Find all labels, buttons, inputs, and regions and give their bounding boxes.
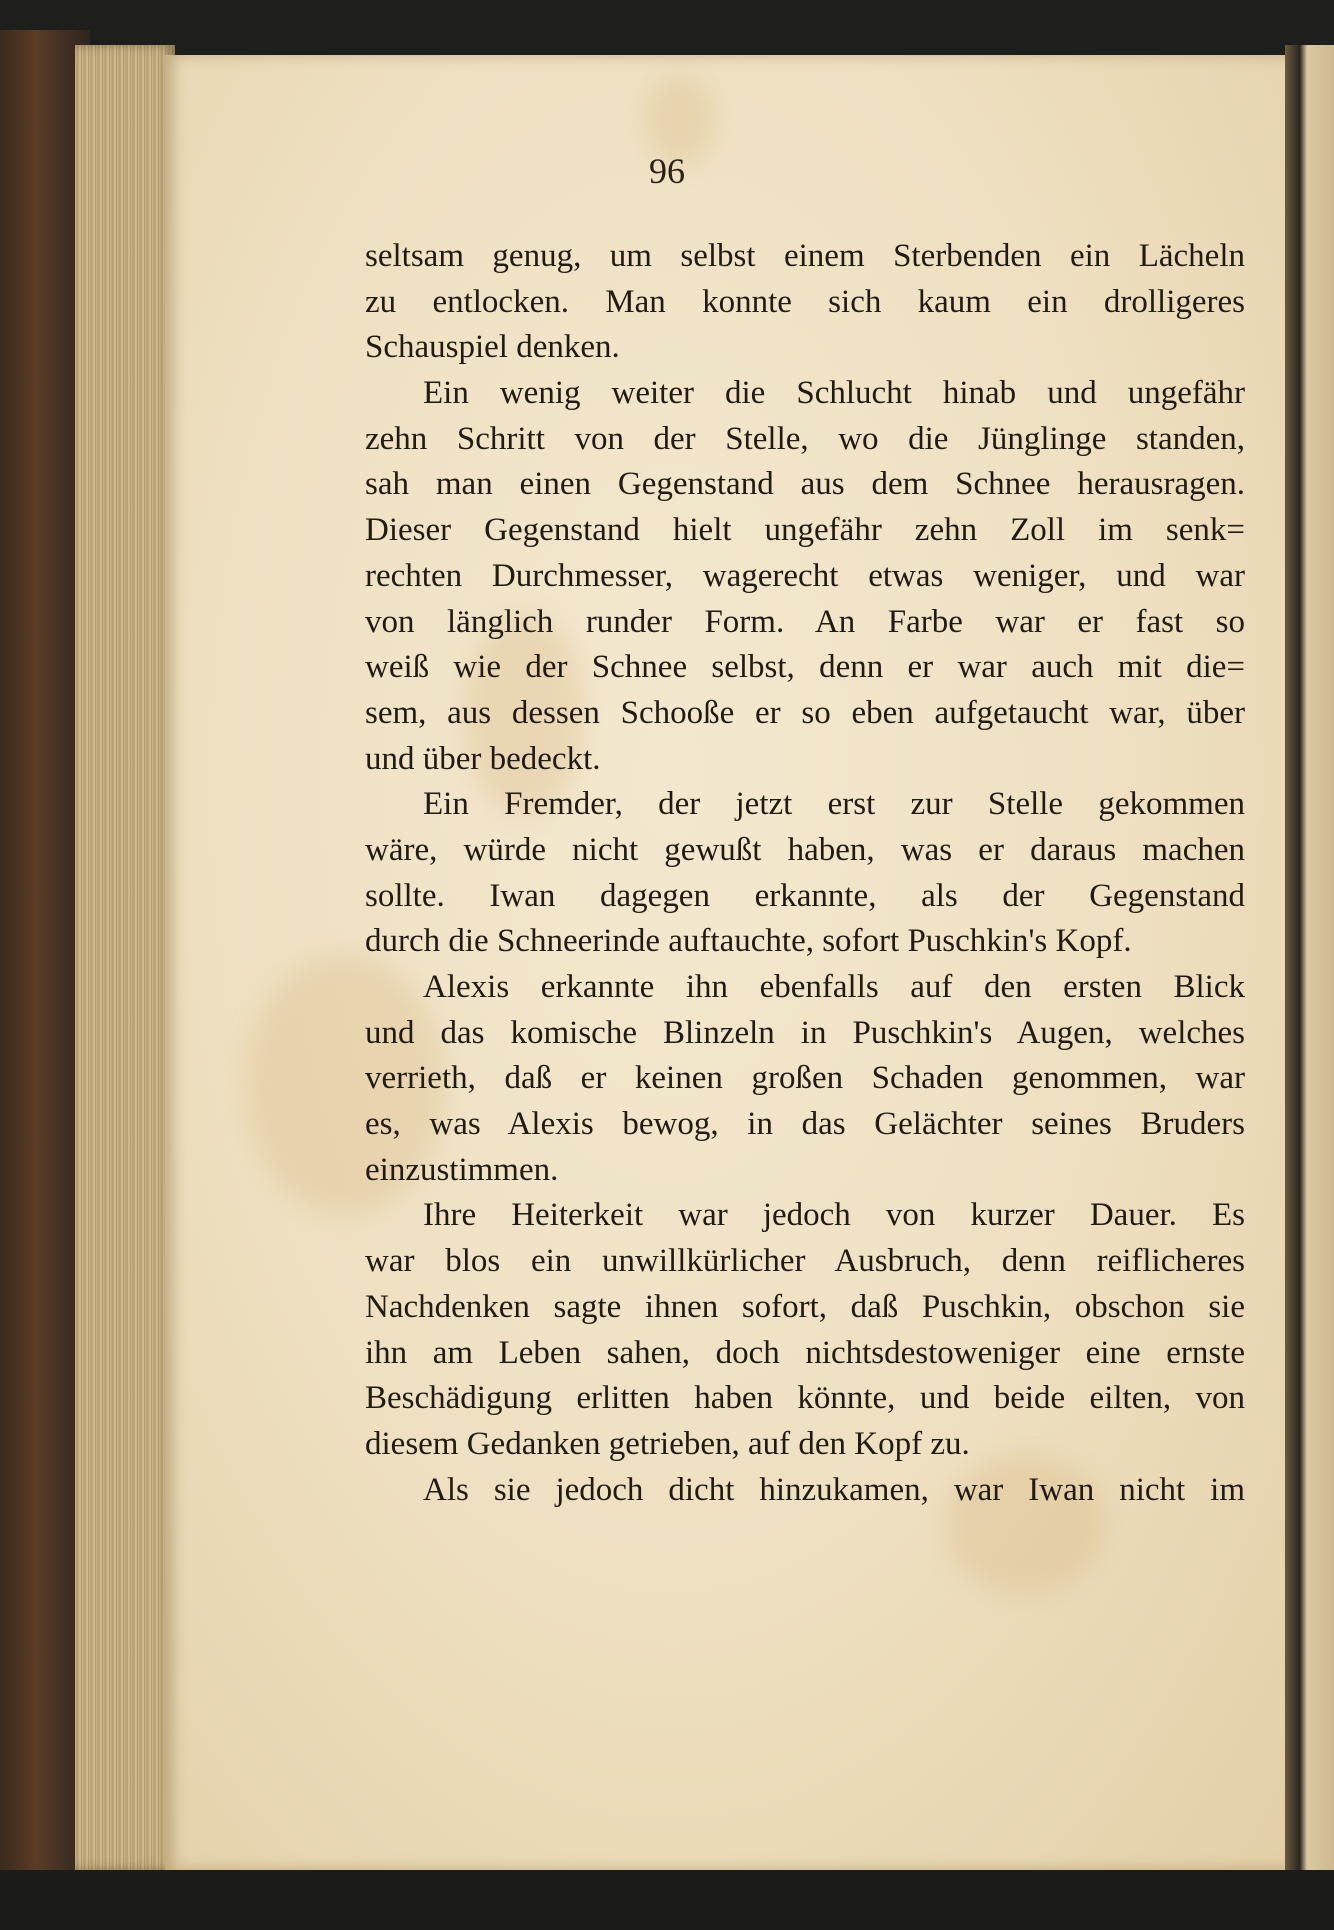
text-line: weiß wie der Schnee selbst, denn er war auch mit die= bbox=[365, 649, 1245, 686]
text-line: Ihre Heiterkeit war jedoch von kurzer Dauer. Es bbox=[423, 1197, 1245, 1234]
text-line: Ein Fremder, der jetzt erst zur Stelle gekommen bbox=[423, 786, 1245, 823]
text-line: ihn am Leben sahen, doch nichtsdestoweniger eine ernste bbox=[365, 1334, 1245, 1371]
text-line: Alexis erkannte ihn ebenfalls auf den ersten Blick bbox=[423, 969, 1245, 1005]
text-line: und das komische Blinzeln in Puschkin's Augen, welches bbox=[365, 1014, 1245, 1051]
next-page-edge bbox=[1285, 45, 1334, 1870]
text-line: einzustimmen. bbox=[365, 1151, 559, 1188]
text-line: und über bedeckt. bbox=[365, 740, 601, 777]
text-line: durch die Schneerinde auftauchte, sofort Puschkin's Kopf. bbox=[365, 923, 1132, 960]
text-line: Beschädigung erlitten haben könnte, und beide eilten, von bbox=[365, 1380, 1245, 1417]
page-number: 96 bbox=[649, 151, 685, 191]
text-line: sah man einen Gegenstand aus dem Schnee herausragen. bbox=[365, 466, 1245, 503]
body-text bbox=[365, 234, 1245, 1513]
text-line: zu entlocken. Man konnte sich kaum ein drolligeres bbox=[365, 283, 1245, 320]
text-line: zehn Schritt von der Stelle, wo die Jünglinge standen, bbox=[365, 420, 1245, 457]
text-line: diesem Gedanken getrieben, auf den Kopf zu. bbox=[365, 1425, 970, 1462]
text-line: seltsam genug, um selbst einem Sterbenden ein Lächeln bbox=[365, 238, 1245, 274]
text-line: war blos ein unwillkürlicher Ausbruch, denn reiflicheres bbox=[365, 1243, 1245, 1280]
text-line: sem, aus dessen Schooße er so eben aufgetaucht war, über bbox=[365, 694, 1245, 731]
text-line: Ein wenig weiter die Schlucht hinab und ungefähr bbox=[423, 375, 1245, 412]
page-edges bbox=[75, 45, 175, 1870]
text-line: wäre, würde nicht gewußt haben, was er daraus machen bbox=[365, 831, 1245, 868]
text-line: Nachdenken sagte ihnen sofort, daß Puschkin, obschon sie bbox=[365, 1288, 1245, 1325]
text-line: verrieth, daß er keinen großen Schaden genommen, war bbox=[365, 1060, 1245, 1097]
text-line: es, was Alexis bewog, in das Gelächter seines Bruders bbox=[365, 1106, 1245, 1143]
text-line: von länglich runder Form. An Farbe war er fast so bbox=[365, 603, 1245, 640]
text-line: sollte. Iwan dagegen erkannte, als der Gegenstand bbox=[365, 877, 1245, 914]
text-line: Dieser Gegenstand hielt ungefähr zehn Zoll im senk= bbox=[365, 512, 1245, 549]
text-line: Als sie jedoch dicht hinzukamen, war Iwan nicht im bbox=[423, 1471, 1245, 1508]
scan-background bbox=[0, 1870, 1334, 1930]
text-line: Schauspiel denken. bbox=[365, 329, 620, 366]
text-line: rechten Durchmesser, wagerecht etwas weniger, und war bbox=[365, 557, 1245, 594]
